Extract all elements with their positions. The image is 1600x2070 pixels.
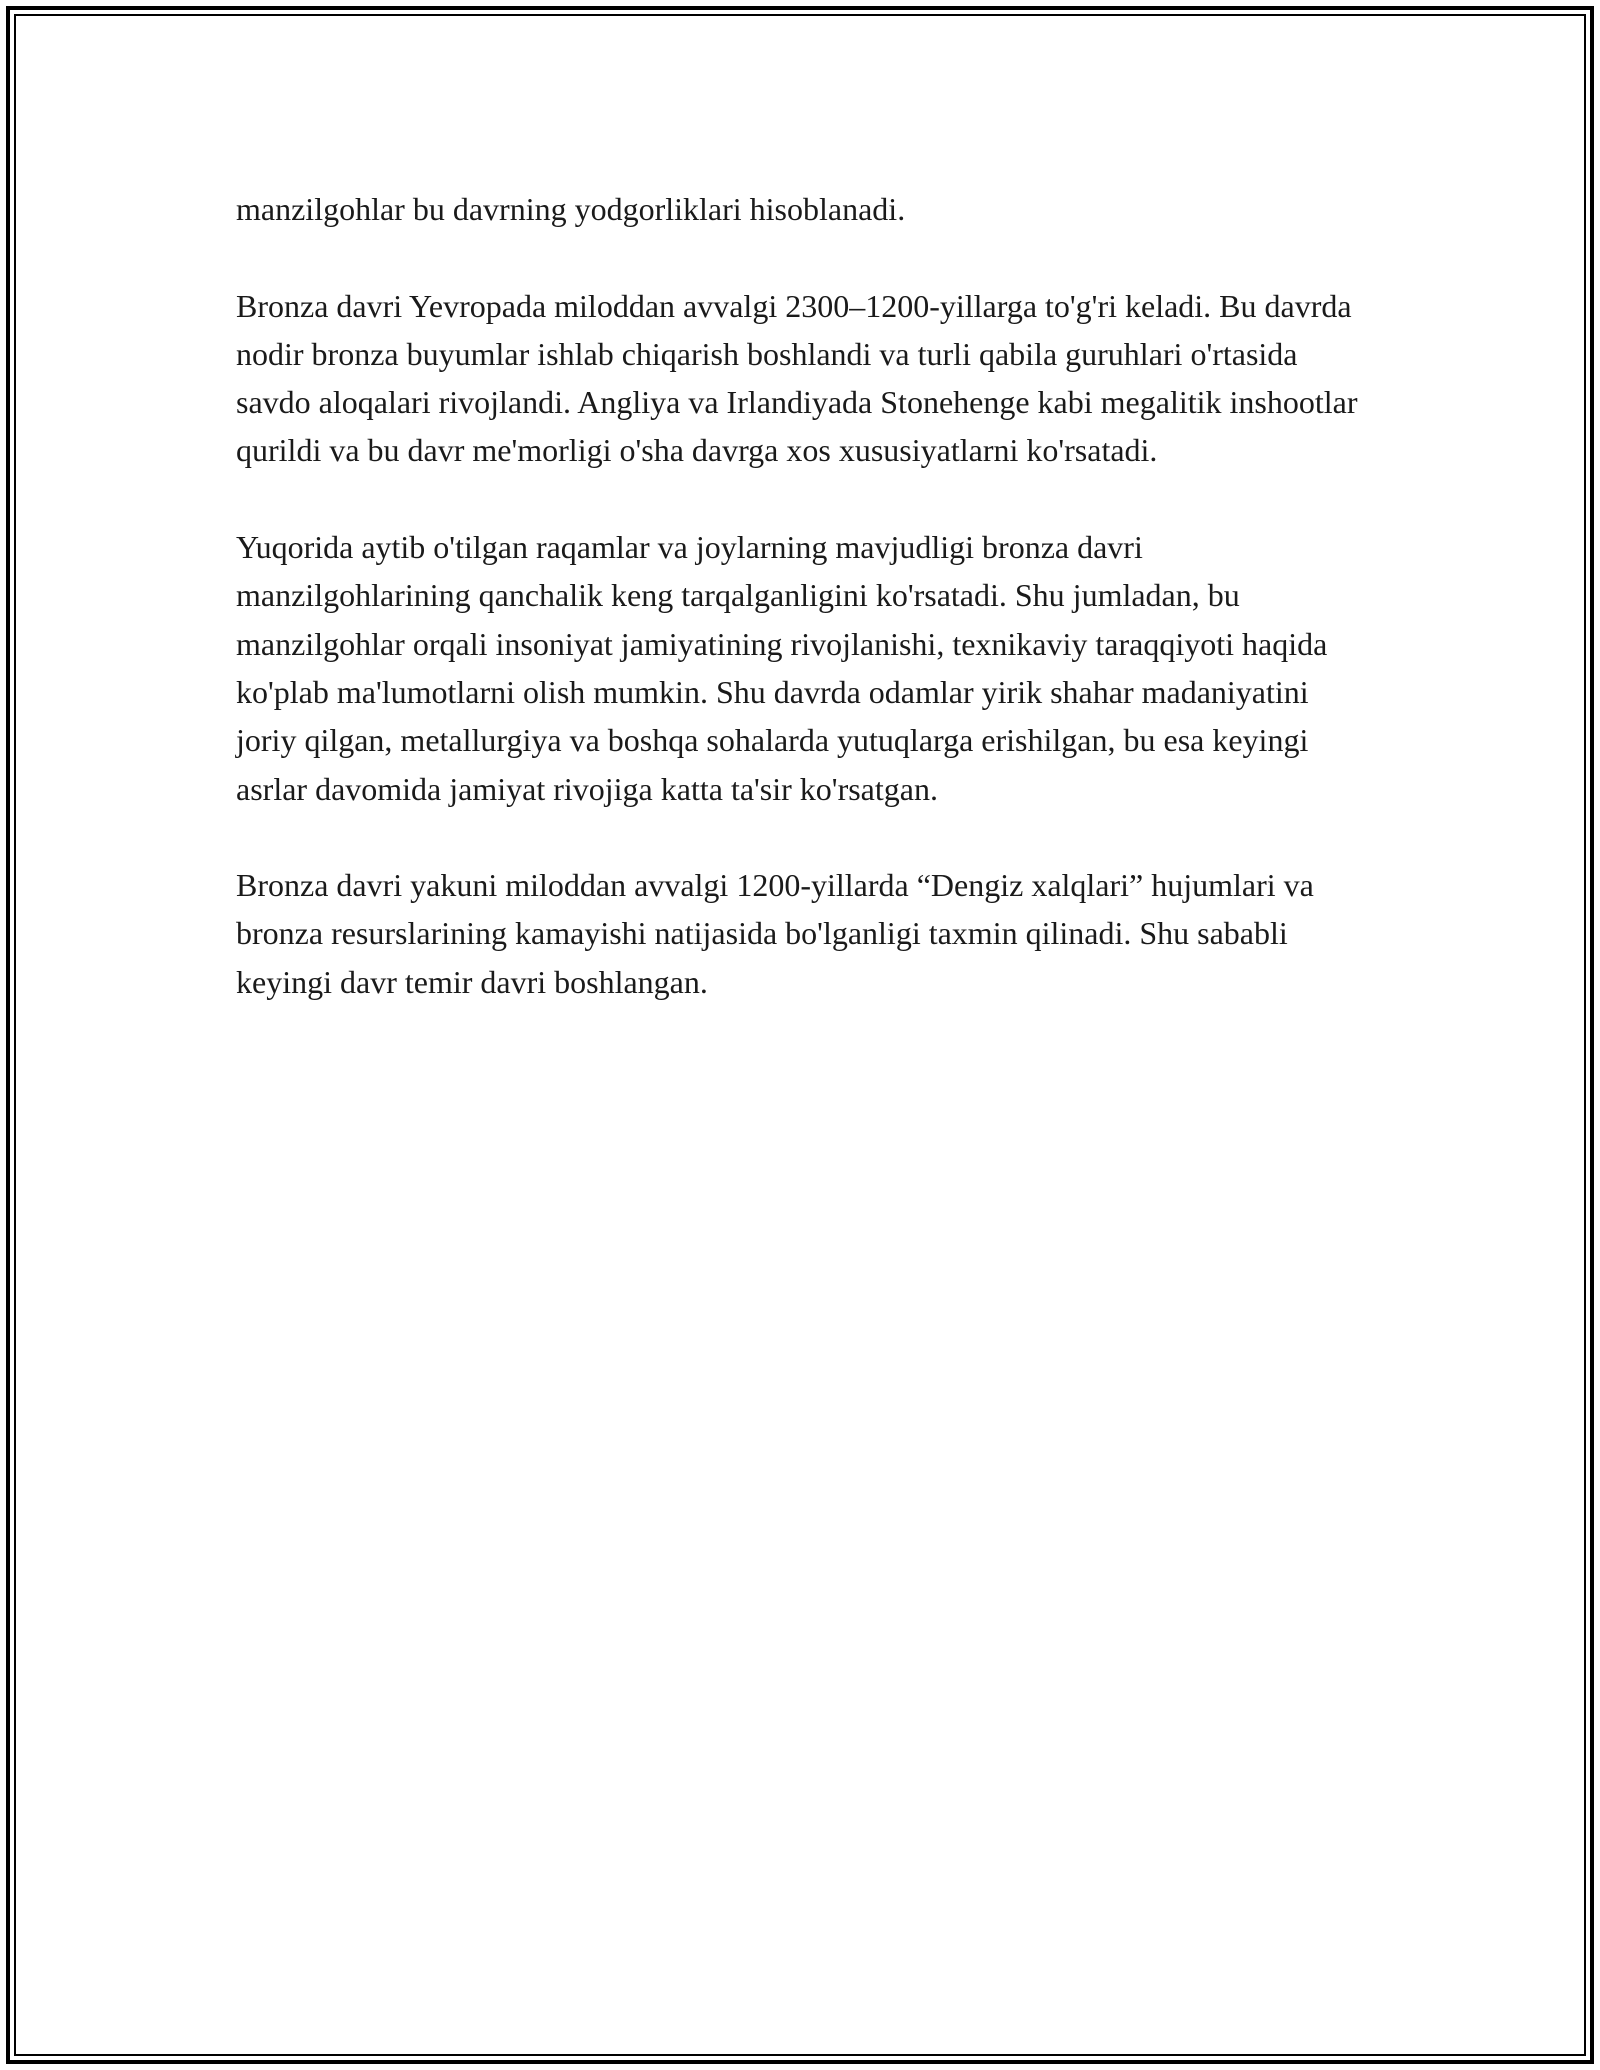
document-body — [236, 185, 1376, 1054]
paragraph-bronze-age-europe: Bronza davri Yevropada miloddan avvalgi 2300–1200-yillarga to'g'ri keladi. Bu davrda nodir bronza buyumlar ishlab chiqarish boshlandi va turli qabila guruhlari o'rtasida savdo aloqalari rivojlandi. Angliya va Irlandiyada Stonehenge kabi megalitik inshootlar qurildi va bu davr me'morligi o'sha davrga xos xususiyatlarni ko'rsatadi. — [236, 287, 1358, 469]
paragraph-continuation: manzilgohlar bu davrning yodgorliklari hisoblanadi. — [236, 191, 906, 227]
paragraph-bronze-age-end: Bronza davri yakuni miloddan avvalgi 1200-yillarda “Dengiz xalqlari” hujumlari va bronza resurslarining kamayishi natijasida bo'lganligi taxmin qilinadi. Shu sababli keyingi davr temir davri boshlangan. — [236, 867, 1314, 1000]
paragraph-settlements-significance: Yuqorida aytib o'tilgan raqamlar va joylarning mavjudligi bronza davri manzilgohlarining qanchalik keng tarqalganligini ko'rsatadi. Shu jumladan, bu manzilgohlar orqali insoniyat jamiyatining rivojlanishi, texnikaviy taraqqiyoti haqida ko'plab ma'lumotlarni olish mumkin. Shu davrda odamlar yirik shahar madaniyatini joriy qilgan, metallurgiya va boshqa sohalarda yutuqlarga erishilgan, bu esa keyingi asrlar davomida jamiyat rivojiga katta ta'sir ko'rsatgan. — [236, 529, 1328, 807]
